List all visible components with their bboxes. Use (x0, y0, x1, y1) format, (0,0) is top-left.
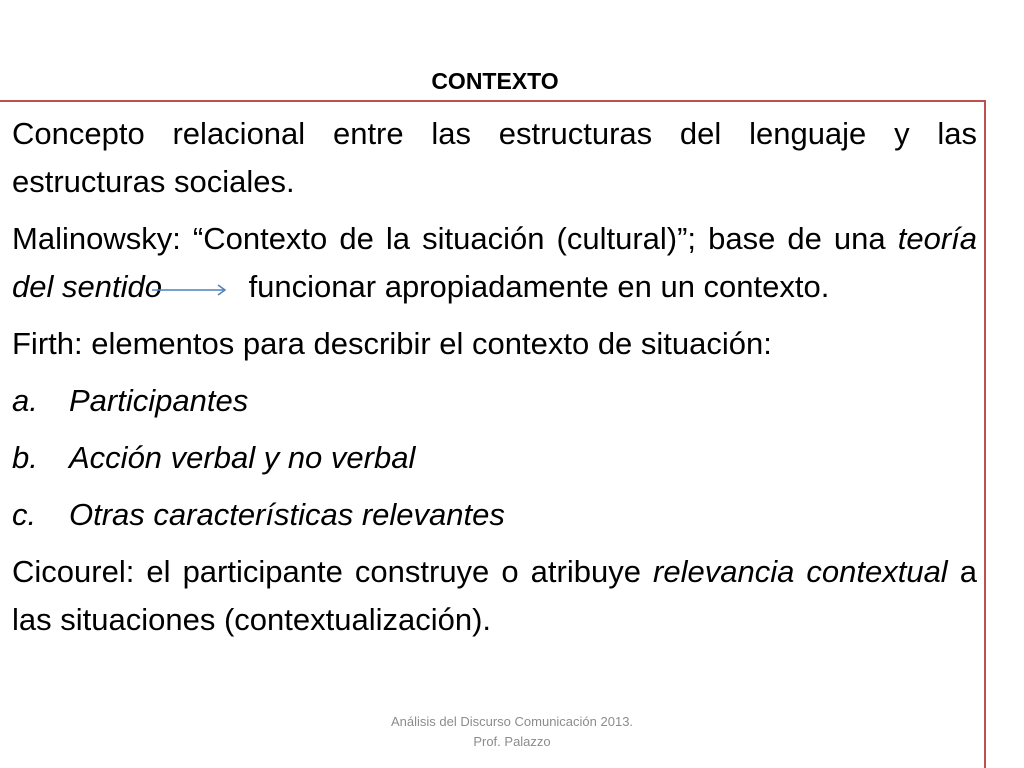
slide-footer (0, 712, 1024, 752)
malinowsky-italic: teoría del sentido (12, 221, 977, 304)
list-marker: a. (12, 383, 38, 418)
paragraph-malinowsky (12, 215, 977, 311)
malinowsky-tail: funcionar apropiadamente en un contexto. (239, 269, 830, 304)
list-item (12, 434, 977, 482)
list-item (12, 491, 977, 539)
paragraph-cicourel (12, 548, 977, 644)
paragraph-firth: Firth: elementos para describir el contexto de situación: (12, 326, 772, 361)
cicourel-lead: Cicourel: el participante construye o atribuye (12, 554, 654, 589)
list-marker: c. (12, 497, 37, 532)
footer-line-2: Prof. Palazzo (473, 734, 551, 749)
paragraph-concept: Concepto relacional entre las estructuras del lenguaje y las estructuras sociales. (12, 116, 977, 199)
right-arrow-icon (162, 279, 240, 299)
malinowsky-lead: Malinowsky: “Contexto de la situación (cultural)”; base de una (12, 221, 898, 256)
list-item (12, 377, 977, 425)
slide-body (12, 110, 977, 653)
cicourel-italic: relevancia contextual (653, 554, 948, 589)
cicourel-tail: a las situaciones (contextualización). (12, 554, 978, 637)
list-text: Participantes (69, 383, 249, 418)
slide-title: CONTEXTO (431, 68, 559, 94)
footer-line-1: Análisis del Discurso Comunicación 2013. (390, 714, 634, 729)
list-text: Acción verbal y no verbal (69, 440, 416, 475)
list-text: Otras características relevantes (69, 497, 505, 532)
list-marker: b. (12, 440, 38, 475)
